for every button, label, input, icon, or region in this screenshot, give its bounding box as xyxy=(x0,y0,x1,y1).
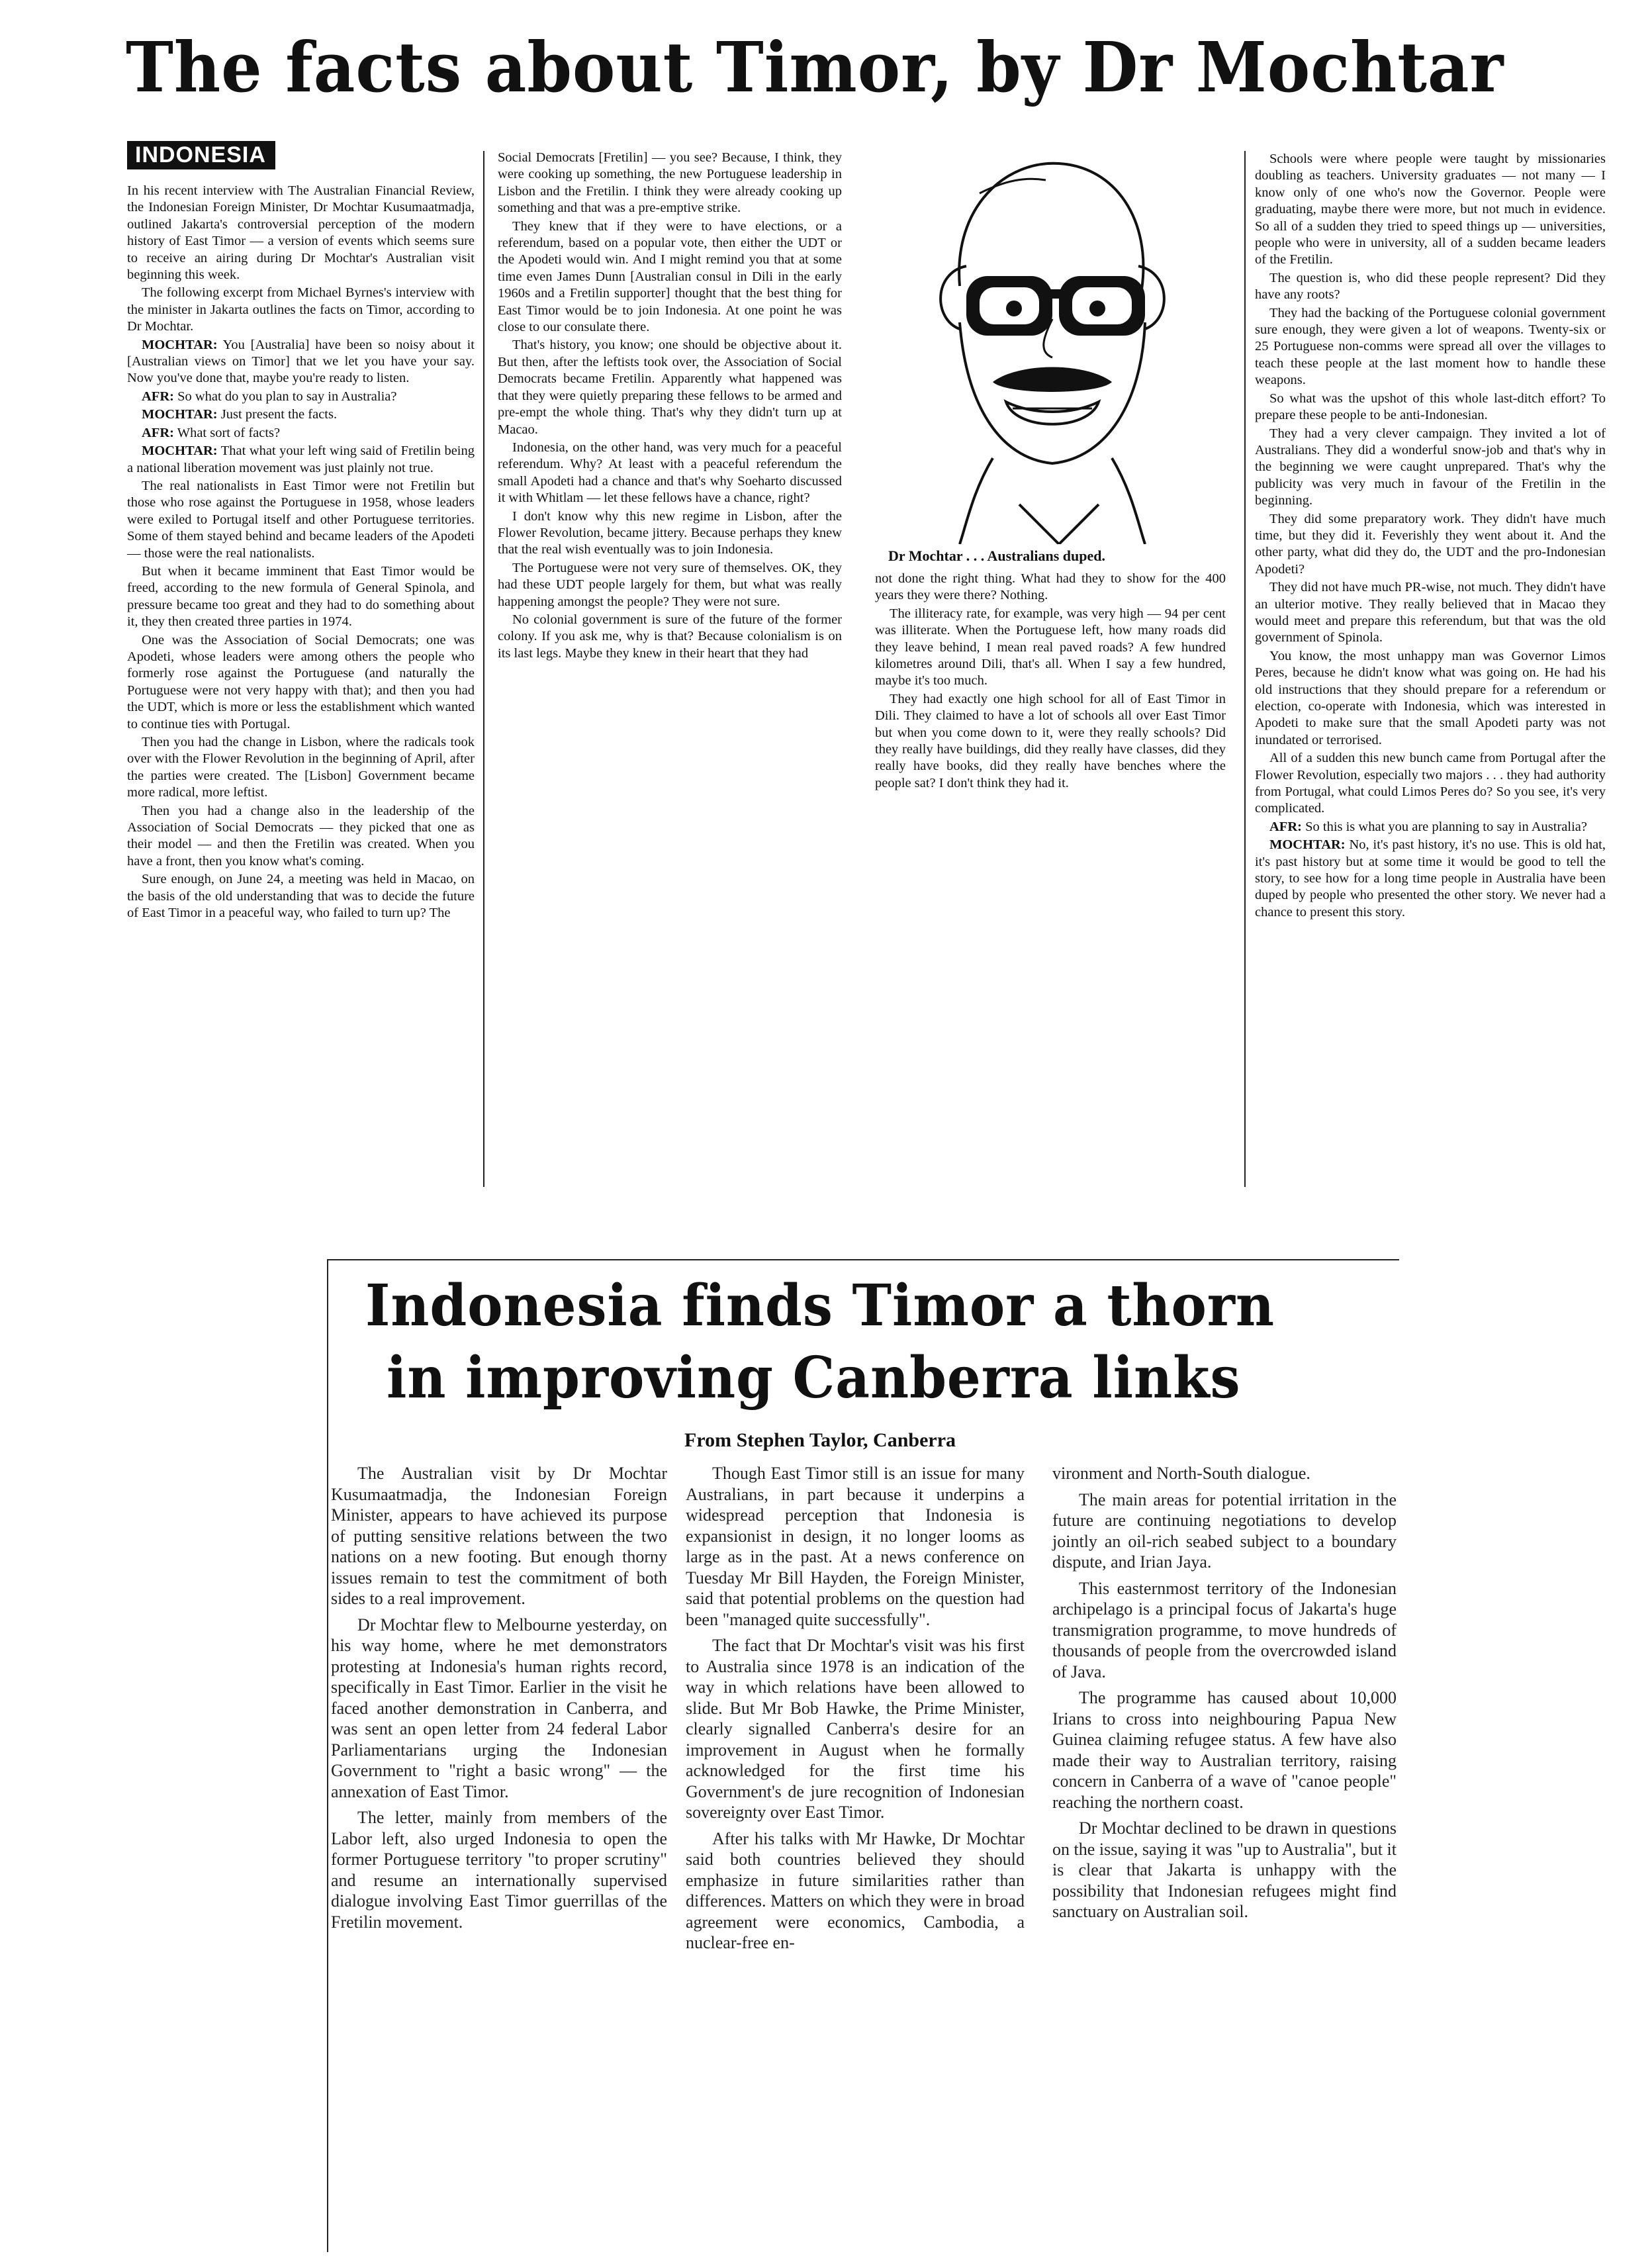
paragraph: Dr Mochtar flew to Melbourne yesterday, on his way home, where he met demonstrators protesting at Indonesia's human rights record, specifically in East Timor. Earlier in the visit he faced another demonstration in Canberra, and was sent an open letter from 24 federal Labor Parliamentarians urging the Indonesian Government to "right a basic wrong" — the annexation of East Timor. xyxy=(331,1615,667,1801)
story2-frame-top xyxy=(327,1259,1399,1260)
section-tag: INDONESIA xyxy=(127,141,275,169)
dr-mochtar-caricature xyxy=(860,147,1231,544)
paragraph: MOCHTAR: That what your left wing said of Fretilin being a national liberation movement was just plainly not true. xyxy=(127,444,475,475)
paragraph: The following excerpt from Michael Byrnes's interview with the minister in Jakarta outlines the facts on Timor, according to Dr Mochtar. xyxy=(127,285,475,334)
paragraph: They did not have much PR-wise, not much. They didn't have an ulterior motive. They really believed that in Macao they would meet and prepare this referendum, but that was the old government of Spinola. xyxy=(1255,580,1606,645)
paragraph: The illiteracy rate, for example, was very high — 94 per cent was illiterate. When the Portuguese left, how many roads did they leave behind, I mean real paved roads? A few hundred kilometres around Dili, that's all. When I say a few hundred, maybe it's too much. xyxy=(875,606,1226,688)
story2-byline: From Stephen Taylor, Canberra xyxy=(684,1429,956,1451)
story1-column-4 xyxy=(1255,151,1606,922)
paragraph: After his talks with Mr Hawke, Dr Mochtar said both countries believed they should emphasize in future similarities rather than differences. Matters on which they were in broad agreement were economics, Cambodia, a nuclear-free en- xyxy=(686,1828,1025,1952)
paragraph: Then you had the change in Lisbon, where the radicals took over with the Flower Revolution in the beginning of April, after the parties were created. The [Lisbon] Government became more radical, more leftist. xyxy=(127,735,475,800)
story1-column-2 xyxy=(498,150,842,663)
story1-column-1 xyxy=(127,183,475,923)
paragraph: The question is, who did these people represent? Did they have any roots? xyxy=(1255,270,1606,303)
column-rule xyxy=(1244,151,1246,1187)
paragraph: The Australian visit by Dr Mochtar Kusumaatmadja, the Indonesian Foreign Minister, appears to have achieved its purpose of putting sensitive relations between the two nations on a new footing. But enough thorny issues remain to test the commitment of both sides to a real improvement. xyxy=(331,1464,667,1608)
column-rule xyxy=(483,151,484,1187)
story2-column-3 xyxy=(1052,1463,1397,1928)
paragraph: The real nationalists in East Timor were not Fretilin but those who rose against the Portuguese in 1958, whose leaders were exiled to Portugal itself and other Portuguese territories. Some of them stayed behind and became leaders of the Apodeti — those were the real nationalists. xyxy=(127,478,475,561)
paragraph: MOCHTAR: No, it's past history, it's no use. This is old hat, it's past history but at some time it would be good to tell the story, to see how for a long time people in Australia have been duped by people who presented the other story. We never had a chance to present this story. xyxy=(1255,837,1606,920)
paragraph: I don't know why this new regime in Lisbon, after the Flower Revolution, became jittery. Because perhaps they knew that the real wish eventually was to join Indonesia. xyxy=(498,508,842,557)
paragraph: AFR: What sort of facts? xyxy=(142,425,281,440)
paragraph: The letter, mainly from members of the Labor left, also urged Indonesia to open the former Portuguese territory "to proper scrutiny" and resume an internationally supervised dialogue involving East Timor guerrillas of the Fretilin movement. xyxy=(331,1808,667,1932)
paragraph: MOCHTAR: Just present the facts. xyxy=(142,407,338,422)
paragraph: They had the backing of the Portuguese colonial government sure enough, they were given a lot of weapons. Twenty-six or 25 Portuguese non-comms were spread all over the villages to teach these people at the last moment how to handle these weapons. xyxy=(1255,305,1606,388)
story2-headline-line-1: Indonesia finds Timor a thorn xyxy=(365,1272,1275,1339)
story1-headline: The facts about Timor, by Dr Mochtar xyxy=(126,26,1504,108)
paragraph: But when it became imminent that East Timor would be freed, according to the new formula of General Spinola, and pressure became too great and they had to do something about it, they then created three parties in 1974. xyxy=(127,563,475,630)
paragraph: Dr Mochtar declined to be drawn in questions on the issue, saying it was "up to Australia", but it is clear that Jakarta is unhappy with the possibility that Indonesian refugees might find sanctuary on Australian soil. xyxy=(1052,1818,1397,1921)
paragraph: This easternmost territory of the Indonesian archipelago is a principal focus of Jakarta's huge transmigration programme, to move hundreds of thousands of people from the overcrowded island of Java. xyxy=(1052,1578,1397,1681)
paragraph: Sure enough, on June 24, a meeting was held in Macao, on the basis of the old understanding that was to decide the future of East Timor in a peaceful way, who failed to turn up? The xyxy=(127,872,475,921)
paragraph: Schools were where people were taught by missionaries doubling as teachers. University graduates — not many — I know only of one who's now the Governor. People were graduating, maybe there were more, but not much in evidence. So all of a sudden they tried to speed things up — universities, people who were in university, all of a sudden became leaders of the Fretilin. xyxy=(1255,152,1606,267)
story2-column-1 xyxy=(331,1463,667,1938)
caricature-caption: Dr Mochtar . . . Australians duped. xyxy=(888,547,1106,564)
paragraph: The programme has caused about 10,000 Irians to cross into neighbouring Papua New Guinea claiming refugee status. A few have also made their way to Australian territory, raising concern in Canberra of a wave of "canoe people" reaching the northern coast. xyxy=(1052,1688,1397,1812)
paragraph: Indonesia, on the other hand, was very much for a peaceful referendum. Why? At least with a peaceful referendum the small Apodeti had a chance and that's why Soeharto discussed it with Whitlam — let these fellows have a chance, right? xyxy=(498,440,842,506)
paragraph: They had exactly one high school for all of East Timor in Dili. They claimed to have a lot of schools all over East Timor but when you come down to it, were they really schools? Did they really have buildings, did they really have classes, did they really have books, did they really have benches where the people sat? I don't think they had it. xyxy=(875,691,1226,790)
paragraph: The main areas for potential irritation in the future are continuing negotiations to develop jointly an oil-rich seabed subject to a boundary dispute, and Irian Jaya. xyxy=(1052,1489,1397,1572)
paragraph: That's history, you know; one should be objective about it. But then, after the leftists took over, the Association of Social Democrats became Fretilin. Apparently what happened was that they were quietly preparing these fellows to be armed and pre-empt the whole thing. That's why they didn't turn up at Macao. xyxy=(498,338,842,437)
paragraph: Then you had a change also in the leadership of the Association of Social Democrats — they picked that one as their model — and then the Fretilin was created. When you have a front, then you know what's coming. xyxy=(127,803,475,869)
paragraph: They had a very clever campaign. They invited a lot of Australians. They did a wonderful snow-job and that's why in the beginning we were caught unprepared. That's why the publicity was very much in favour of the Fretilin in the beginning. xyxy=(1255,426,1606,508)
paragraph: vironment and North-South dialogue. xyxy=(1052,1464,1310,1483)
paragraph: In his recent interview with The Australian Financial Review, the Indonesian Foreign Minister, Dr Mochtar Kusumaatmadja, outlined Jakarta's controversial perception of the modern history of East Timor — a version of events which seems sure to receive an airing during Dr Mochtar's Australian visit beginning this week. xyxy=(127,183,475,283)
paragraph: One was the Association of Social Democrats; one was Apodeti, whose leaders were among others the people who formerly rose against the Portuguese (and naturally the Portuguese were not very happy with that); and then you had the UDT, which is more or less the establishment which wanted to continue ties with Portugal. xyxy=(127,632,475,731)
story1-column-3 xyxy=(875,571,1226,793)
paragraph: not done the right thing. What had they to show for the 400 years they were there? Nothing. xyxy=(875,571,1226,603)
paragraph: The fact that Dr Mochtar's visit was his first to Australia since 1978 is an indication of the way in which relations have been allowed to slide. But Mr Bob Hawke, the Prime Minister, clearly signalled Canberra's desire for an improvement in August when he formally acknowledged for the first time his Government's de jure recognition of Indonesian sovereignty over East Timor. xyxy=(686,1636,1025,1822)
paragraph: MOCHTAR: You [Australia] have been so noisy about it [Australian views on Timor] that we let you have your say. Now you've done that, maybe you're ready to listen. xyxy=(127,337,475,386)
paragraph: All of a sudden this new bunch came from Portugal after the Flower Revolution, especially two majors . . . they had authority from Portugal, what could Limos Peres do? So you see, it's very complicated. xyxy=(1255,751,1606,816)
paragraph: No colonial government is sure of the future of the former colony. If you ask me, why is that? Because colonialism is on its last legs. Maybe they knew in their heart that they had xyxy=(498,612,842,661)
paragraph: Though East Timor still is an issue for many Australians, in part because it underpins a widespread perception that Indonesia is expansionist in design, it no longer looms as large as in the past. At a news conference on Tuesday Mr Bill Hayden, the Foreign Minister, said that potential problems on the question had been "managed quite successfully". xyxy=(686,1464,1025,1629)
paragraph: They knew that if they were to have elections, or a referendum, based on a popular vote, then either the UDT or the Apodeti would win. And I might remind you that at some time even James Dunn [Australian consul in Dili in the early 1960s and a Fretilin supporter] thought that the best thing for East Timor would be to join Indonesia. At one point he was close to our consulate there. xyxy=(498,218,842,335)
paragraph: You know, the most unhappy man was Governor Limos Peres, because he didn't know what was going on. He had his old instructions that they should prepare for a referendum or election, co-operate with Indonesia, which was interested in Apodeti to make sure that the small Apodeti party was not inundated or terrorised. xyxy=(1255,648,1606,747)
story2-column-2 xyxy=(686,1463,1025,1959)
paragraph: The Portuguese were not very sure of themselves. OK, they had these UDT people largely for them, but what was really happening amongst the people? They were not sure. xyxy=(498,560,842,609)
paragraph: AFR: So what do you plan to say in Australia? xyxy=(142,389,397,404)
story2-headline-line-2: in improving Canberra links xyxy=(387,1344,1241,1411)
paragraph: Social Democrats [Fretilin] — you see? Because, I think, they were cooking up something, the new Portuguese leadership in Lisbon and the Fretilin. I think they were already cooking up something and that was a pre-emptive strike. xyxy=(498,150,842,216)
paragraph: AFR: So this is what you are planning to say in Australia? xyxy=(1269,819,1587,834)
paragraph: So what was the upshot of this whole last-ditch effort? To prepare these people to be anti-Indonesian. xyxy=(1255,391,1606,423)
story2-frame-left xyxy=(327,1259,328,2252)
paragraph: They did some preparatory work. They didn't have much time, but they did it. Feverishly they went about it. And the other party, what did they do, the UDT and the pro-Indonesian Apodeti? xyxy=(1255,511,1606,577)
